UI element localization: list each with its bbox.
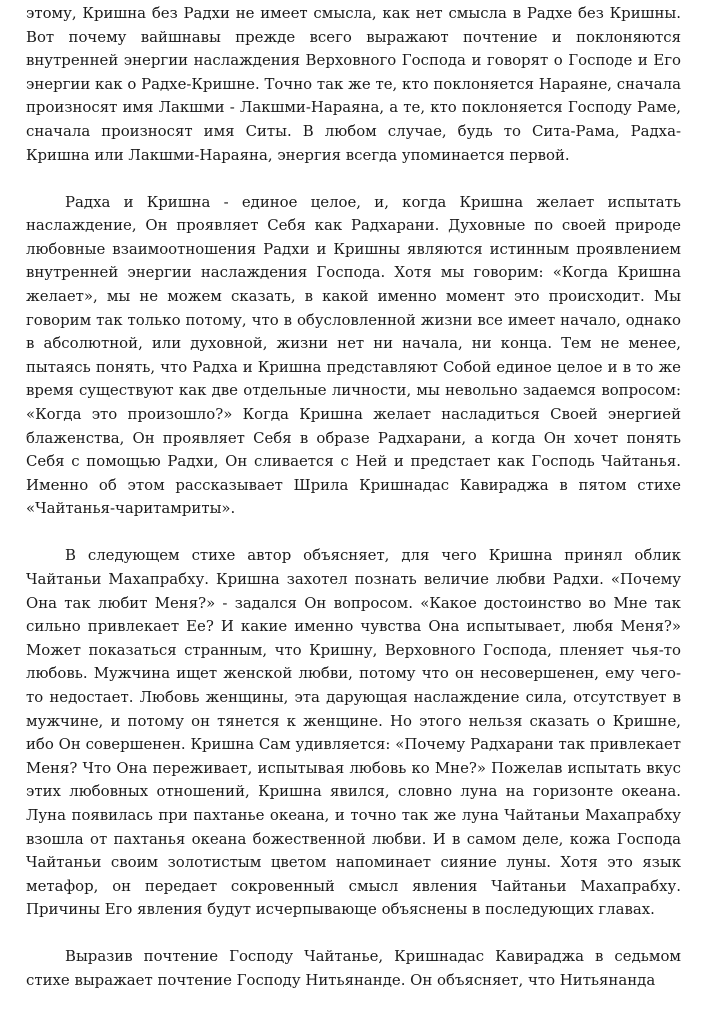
document-page: [26, 2, 681, 1016]
paragraph-3: В следующем стихе автор объясняет, для чего Кришна принял облик Чайтаньи Махапрабху. Кришна захотел познать величие любви Радхи. «Почему Она так любит Меня?» - задался Он вопросом. «Какое достоинство во Мне так сильно привлекает Ее? И какие именно чувства Она испытывает, любя Меня?» Может показаться странным, что Кришну, Верховного Господа, пленяет чья-то любовь. Мужчина ищет женской любви, потому что он несовершенен, ему чего-то недостает. Любовь женщины, эта дарующая наслаждение сила, отсутствует в мужчине, и потому он тянется к женщине. Но этого нельзя сказать о Кришне, ибо Он совершенен. Кришна Сам удивляется: «Почему Радхарани так привлекает Меня? Что Она переживает, испытывая любовь ко Мне?» Пожелав испытать вкус этих любовных отношений, Кришна явился, словно луна на горизонте океана. Луна появилась при пахтанье океана, и точно так же луна Чайтаньи Махапрабху взошла от пахтанья океана божественной любви. И в самом деле, кожа Господа Чайтаньи своим золотистым цветом напоминает сияние луны. Хотя это язык метафор, он передает сокровенный смысл явления Чайтаньи Махапрабху. Причины Его явления будут исчерпывающе объяснены в последующих главах.: [26, 546, 681, 919]
paragraph-1: этому, Кришна без Радхи не имеет смысла, как нет смысла в Радхе без Кришны. Вот почему вайшнавы прежде всего выражают почтение и поклоняются внутренней энергии наслаждения Верховного Господа и говорят о Господе и Его энергии как о Радхе-Кришне. Точно так же те, кто поклоняется Нараяне, сначала произносят имя Лакшми - Лакшми-Нараяна, а те, кто поклоняется Господу Раме, сначала произносят имя Ситы. В любом случае, будь то Сита-Рама, Радха-Кришна или Лакшми-Нараяна, энергия всегда упоминается первой.: [26, 4, 681, 164]
paragraph-2: Радха и Кришна - единое целое, и, когда Кришна желает испытать наслаждение, Он проявляет Себя как Радхарани. Духовные по своей природе любовные взаимоотношения Радхи и Кришны являются истинным проявлением внутренней энергии наслаждения Господа. Хотя мы говорим: «Когда Кришна желает», мы не можем сказать, в какой именно момент это происходит. Мы говорим так только потому, что в обусловленной жизни все имеет начало, однако в абсолютной, или духовной, жизни нет ни начала, ни конца. Тем не менее, пытаясь понять, что Радха и Кришна представляют Собой единое целое и в то же время существуют как две отдельные личности, мы невольно задаемся вопросом: «Когда это произошло?» Когда Кришна желает насладиться Своей энергией блаженства, Он проявляет Себя в образе Радхарани, а когда Он хочет понять Себя с помощью Радхи, Он сливается с Ней и предстает как Господь Чайтанья. Именно об этом рассказывает Шрила Кришнадас Кавираджа в пятом стихе «Чайтанья-чаритамриты».: [26, 192, 681, 518]
paragraph-4: Выразив почтение Господу Чайтанье, Кришнадас Кавираджа в седьмом стихе выражает почтение Господу Нитьянанде. Он объясняет, что Нитьянанда: [26, 947, 681, 990]
